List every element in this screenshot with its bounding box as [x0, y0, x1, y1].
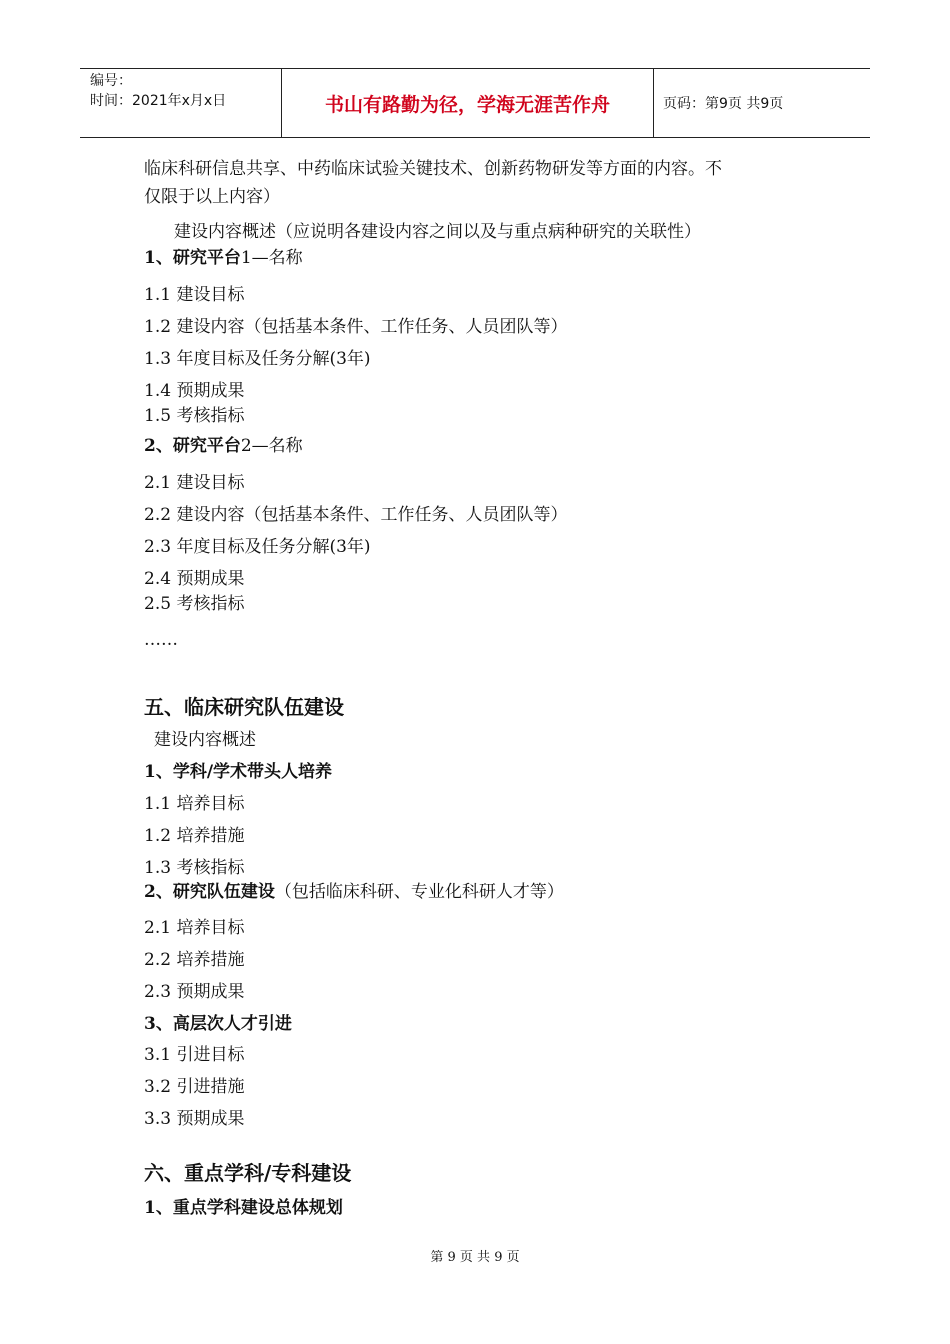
- page-footer: 第 9 页 共 9 页: [430, 1250, 520, 1265]
- page-header: [80, 68, 870, 138]
- section-5-item-1-3: 1.3 考核指标: [144, 858, 245, 878]
- platform-2-item-1: 2.1 建设目标: [144, 473, 245, 493]
- section-5-item-2-1: 2.1 培养目标: [144, 918, 245, 938]
- section-5-item-1: 1、学科/学术带头人培养: [144, 762, 333, 782]
- section-5-item-3: 3、高层次人才引进: [144, 1014, 292, 1034]
- platform-2-heading: [144, 434, 303, 458]
- platform-1-item-3: 1.3 年度目标及任务分解(3年): [144, 349, 371, 369]
- platform-1-name: 1—名称: [240, 248, 303, 268]
- section-5-item-2: [144, 880, 564, 904]
- section-5-item-2-note: （包括临床科研、专业化科研人才等）: [274, 882, 564, 902]
- platform-1-item-5: 1.5 考核指标: [144, 406, 245, 426]
- overview-text: 建设内容概述（应说明各建设内容之间以及与重点病种研究的关联性）: [174, 222, 701, 242]
- platform-1-item-1: 1.1 建设目标: [144, 285, 245, 305]
- doc-time-label: 时间：2021年x月x日: [90, 93, 227, 109]
- doc-number-label: 编号：: [90, 73, 132, 89]
- intro-line-2: 仅限于以上内容）: [144, 187, 280, 207]
- section-5-title: 五、临床研究队伍建设: [144, 695, 344, 719]
- platform-1-item-2: 1.2 建设内容（包括基本条件、工作任务、人员团队等）: [144, 317, 568, 337]
- platform-2-item-5: 2.5 考核指标: [144, 594, 245, 614]
- platform-2-item-4: 2.4 预期成果: [144, 569, 245, 589]
- platform-1-heading: [144, 246, 303, 270]
- section-5-overview: 建设内容概述: [154, 730, 256, 750]
- section-5-item-2-label: 2、研究队伍建设: [144, 882, 275, 902]
- section-5-item-2-2: 2.2 培养措施: [144, 950, 245, 970]
- header-meta: [80, 69, 281, 137]
- section-6-title: 六、重点学科/专科建设: [144, 1161, 352, 1185]
- platform-2-item-3: 2.3 年度目标及任务分解(3年): [144, 537, 371, 557]
- section-6-item-1: 1、重点学科建设总体规划: [144, 1198, 343, 1218]
- section-5-item-3-3: 3.3 预期成果: [144, 1109, 245, 1129]
- section-5-item-3-1: 3.1 引进目标: [144, 1045, 245, 1065]
- platform-2-name: 2—名称: [240, 436, 303, 456]
- platform-2-label: 2、研究平台: [144, 436, 241, 456]
- section-5-item-1-2: 1.2 培养措施: [144, 826, 245, 846]
- platform-1-label: 1、研究平台: [144, 248, 241, 268]
- intro-line-1: 临床科研信息共享、中药临床试验关键技术、创新药物研发等方面的内容。不: [144, 159, 722, 179]
- platform-1-item-4: 1.4 预期成果: [144, 381, 245, 401]
- header-motto: 书山有路勤为径，学海无涯苦作舟: [281, 69, 654, 137]
- section-5-item-2-3: 2.3 预期成果: [144, 982, 245, 1002]
- header-page-number: 页码：第9页 共9页: [663, 96, 784, 112]
- platform-2-item-2: 2.2 建设内容（包括基本条件、工作任务、人员团队等）: [144, 505, 568, 525]
- section-5-item-3-2: 3.2 引进措施: [144, 1077, 245, 1097]
- section-5-item-1-1: 1.1 培养目标: [144, 794, 245, 814]
- ellipsis: ……: [144, 630, 178, 650]
